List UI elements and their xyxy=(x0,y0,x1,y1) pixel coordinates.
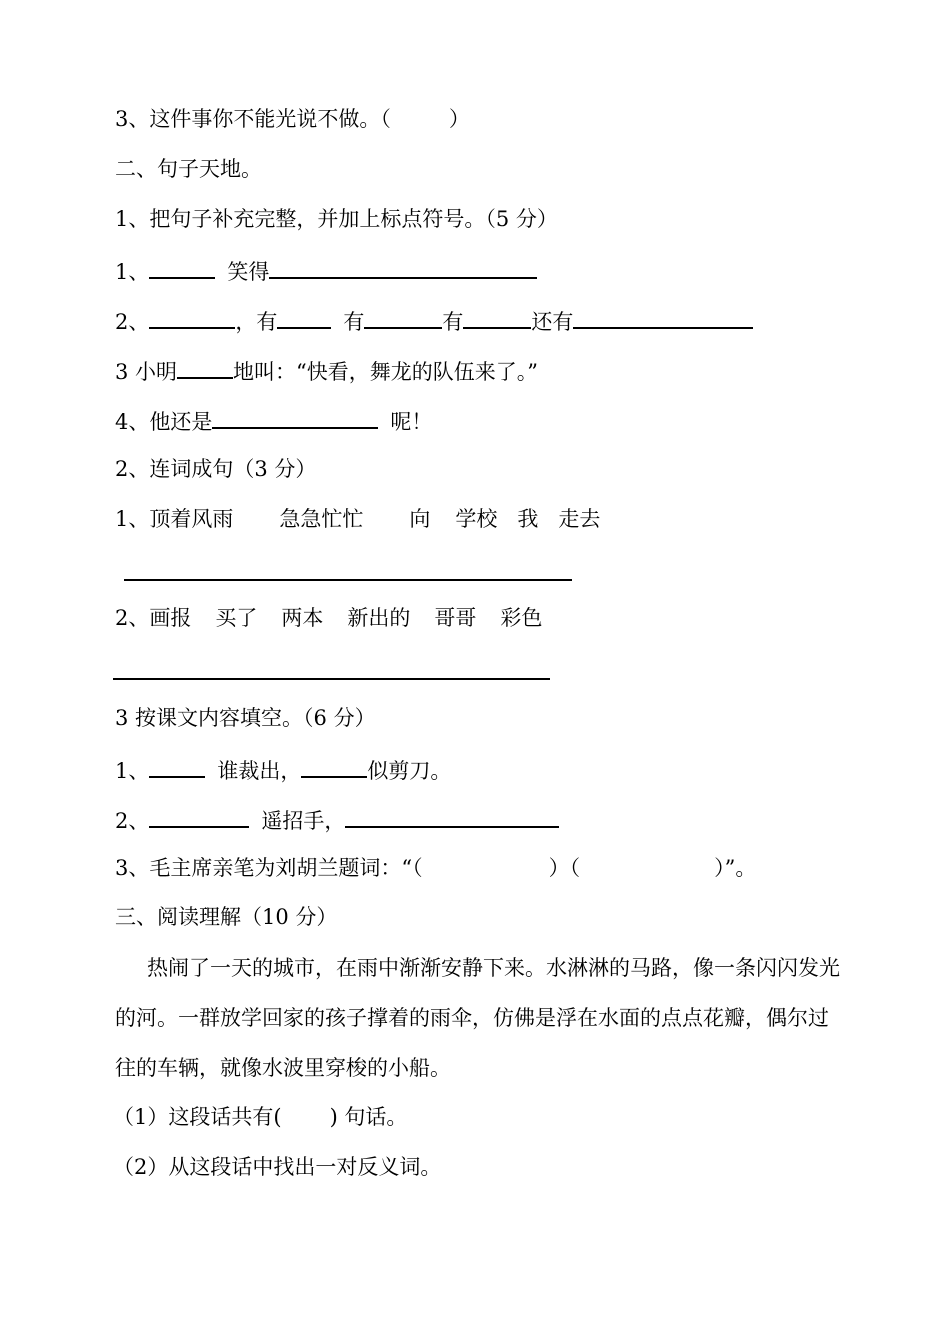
prompt-text: 3 小明 xyxy=(115,360,178,384)
prompt-text: 遥招手， xyxy=(261,809,346,833)
word-chip: 彩色 xyxy=(500,606,543,630)
part-3-line-2 xyxy=(115,806,559,833)
prompt-text: 4、他还是 xyxy=(115,410,213,434)
fill-blank[interactable] xyxy=(269,257,537,279)
prompt-text: 3、毛主席亲笔为刘胡兰题词：“（ xyxy=(115,856,423,880)
prompt-text: ，有 xyxy=(235,310,278,334)
fill-blank[interactable] xyxy=(301,756,367,778)
fill-blank[interactable] xyxy=(277,307,331,329)
prompt-text: 地叫：“快看，舞龙的队伍来了。” xyxy=(233,360,539,384)
item-number: 1、 xyxy=(115,507,150,531)
section-3-title: 三、阅读理解（10 分） xyxy=(115,905,338,929)
word-chip: 学校 xyxy=(455,507,498,531)
fill-blank[interactable] xyxy=(149,756,205,778)
answer-line[interactable] xyxy=(113,678,550,680)
word-chip: 画报 xyxy=(149,606,192,630)
prompt-text: 呢！ xyxy=(390,410,433,434)
section-2-title: 二、句子天地。 xyxy=(115,157,262,181)
word-chip: 急急忙忙 xyxy=(279,507,364,531)
prompt-text: 谁裁出， xyxy=(217,759,302,783)
fill-blank[interactable] xyxy=(149,307,235,329)
reading-question-1 xyxy=(113,1105,407,1129)
part-1-line-3 xyxy=(115,357,538,384)
fill-blank[interactable] xyxy=(177,357,233,379)
prompt-text: 有 xyxy=(442,310,464,334)
answer-line[interactable] xyxy=(124,579,572,581)
question-text: ) 句话。 xyxy=(329,1105,408,1129)
paren-close: ） xyxy=(448,107,470,131)
part-3-line-1 xyxy=(115,756,451,783)
fill-blank[interactable] xyxy=(463,307,531,329)
fill-blank[interactable] xyxy=(364,307,442,329)
part-3-line-3 xyxy=(115,856,756,880)
word-chip: 买了 xyxy=(215,606,258,630)
word-chip: 我 xyxy=(517,507,539,531)
reading-passage: 热闹了一天的城市，在雨中渐渐安静下来。水淋淋的马路，像一条闪闪发光的河。一群放学回家的孩子撑着的雨伞，仿佛是浮在水面的点点花瓣，偶尔过往的车辆，就像水波里穿梭的小船。 xyxy=(115,956,840,1080)
prompt-text: 似剪刀。 xyxy=(367,759,452,783)
word-chip: 新出的 xyxy=(347,606,411,630)
fill-blank[interactable] xyxy=(149,806,249,828)
part-2-title: 2、连词成句（3 分） xyxy=(115,457,317,481)
item-number: 1、 xyxy=(115,759,150,783)
word-chip: 走去 xyxy=(558,507,601,531)
item-number: 2、 xyxy=(115,606,150,630)
fill-blank[interactable] xyxy=(212,407,378,429)
question-text: （1）这段话共有( xyxy=(113,1105,282,1129)
part-3-title: 3 按课文内容填空。（6 分） xyxy=(115,706,376,730)
word-chip: 顶着风雨 xyxy=(149,507,234,531)
part-1-line-2 xyxy=(115,307,753,334)
item-number: 2、 xyxy=(115,809,150,833)
reading-question-2: （2）从这段话中找出一对反义词。 xyxy=(113,1155,442,1179)
prompt-text: 笑得 xyxy=(227,260,270,284)
fill-blank[interactable] xyxy=(345,806,559,828)
word-chip: 两本 xyxy=(281,606,324,630)
part-1-line-1 xyxy=(115,257,537,284)
word-chip: 向 xyxy=(409,507,431,531)
word-chip: 哥哥 xyxy=(434,606,477,630)
part-2-question-2 xyxy=(115,606,542,630)
question-text: 3、这件事你不能光说不做。（ xyxy=(115,107,391,131)
question-3-prev xyxy=(115,107,470,131)
part-1-title: 1、把句子补充完整，并加上标点符号。（5 分） xyxy=(115,207,558,231)
prompt-text: 还有 xyxy=(531,310,574,334)
prompt-text: 有 xyxy=(343,310,365,334)
prompt-text: ）”。 xyxy=(714,856,757,880)
part-2-question-1 xyxy=(115,507,600,531)
part-1-line-4 xyxy=(115,407,432,434)
fill-blank[interactable] xyxy=(149,257,215,279)
fill-blank[interactable] xyxy=(573,307,753,329)
item-number: 2、 xyxy=(115,310,150,334)
prompt-text: ）（ xyxy=(548,856,581,880)
item-number: 1、 xyxy=(115,260,150,284)
